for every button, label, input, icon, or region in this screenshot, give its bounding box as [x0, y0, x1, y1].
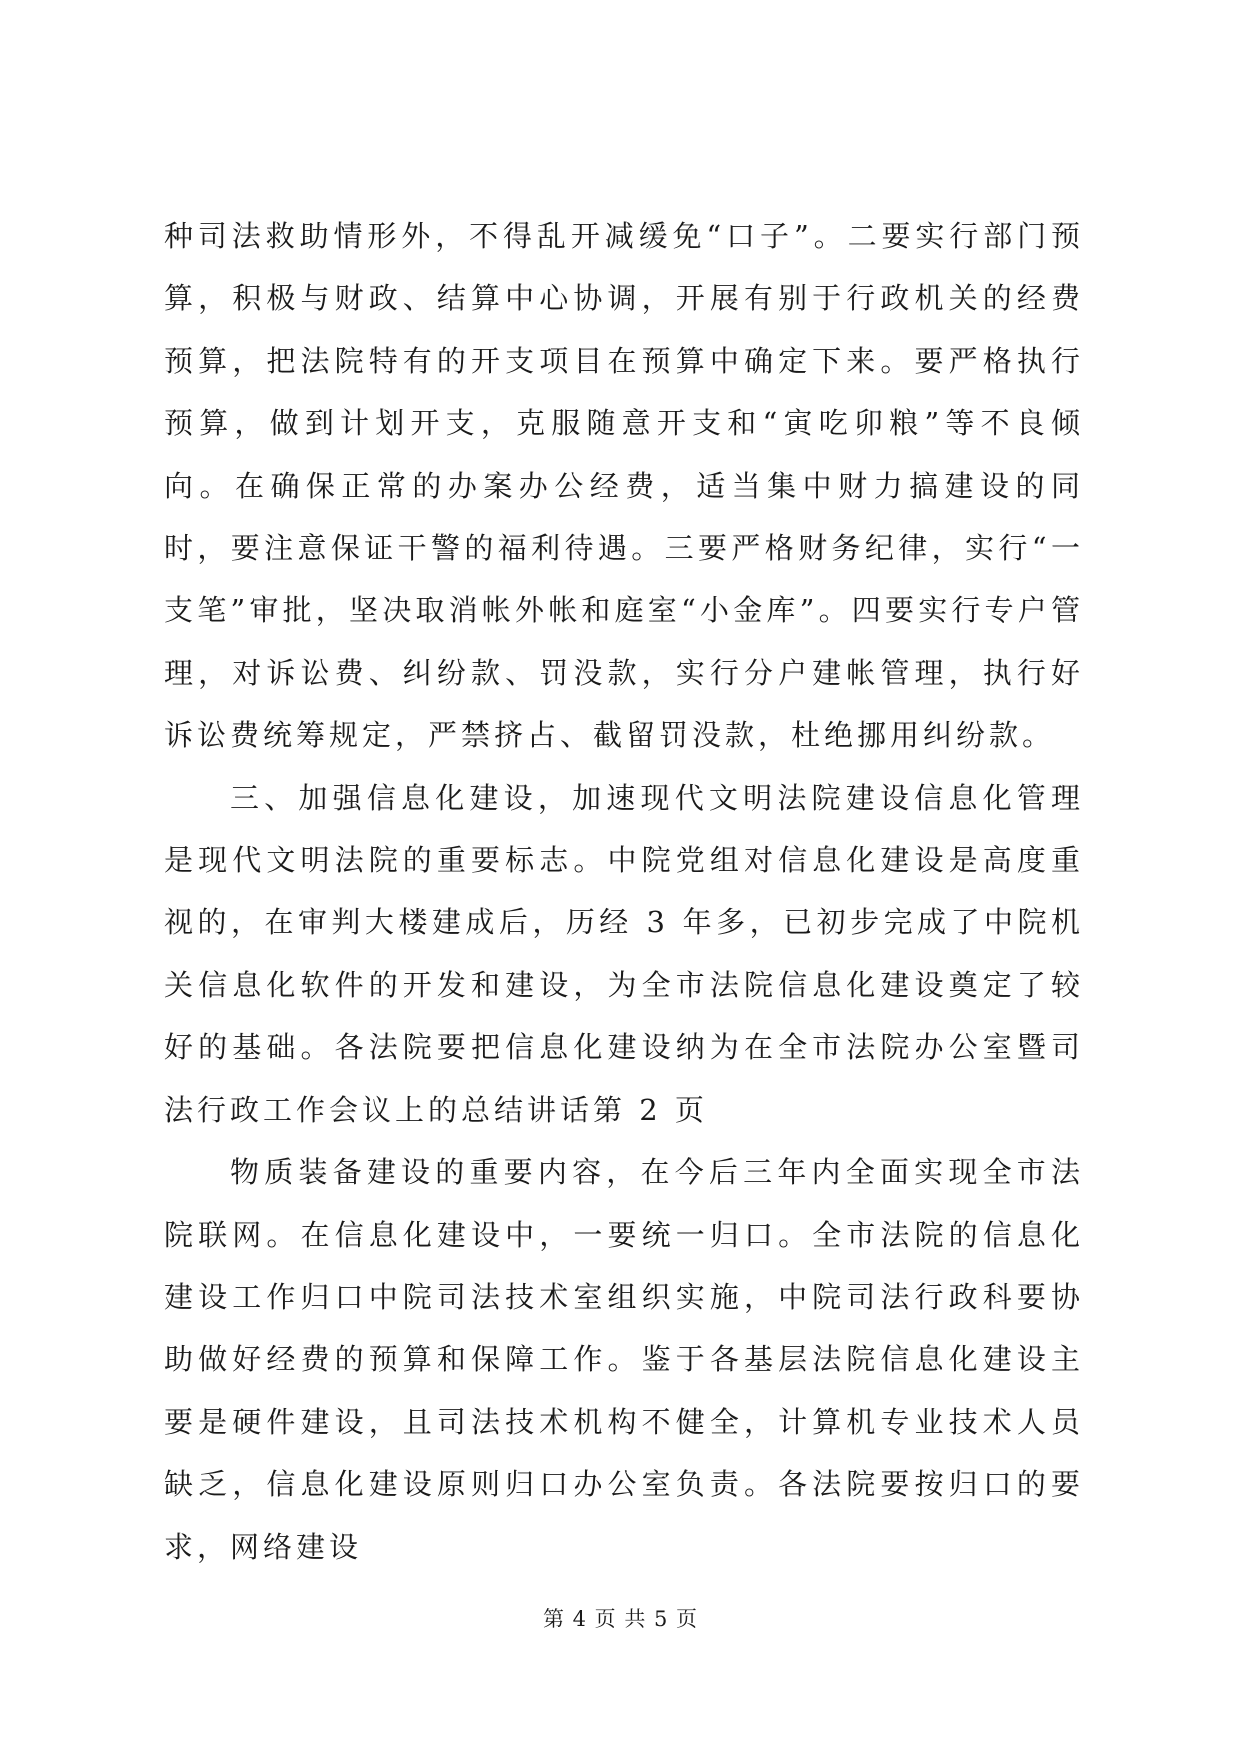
- page-footer: 第 4 页 共 5 页: [542, 1607, 699, 1631]
- paragraph-2: 三、加强信息化建设，加速现代文明法院建设信息化管理是现代文明法院的重要标志。中院党组对信息化建设是高度重视的，在审判大楼建成后，历经 3 年多，已初步完成了中院机关信息化软件的开发和建设，为全市法院信息化建设奠定了较好的基础。各法院要把信息化建设纳为在全市法院办公室暨司法行政工作会议上的总结讲话第 2 页: [164, 780, 1084, 1127]
- paragraph-1: 种司法救助情形外，不得乱开减缓免“口子”。二要实行部门预算，积极与财政、结算中心协调，开展有别于行政机关的经费预算，把法院特有的开支项目在预算中确定下来。要严格执行预算，做到计划开支，克服随意开支和“寅吃卯粮”等不良倾向。在确保正常的办案办公经费，适当集中财力搞建设的同时，要注意保证干警的福利待遇。三要严格财务纪律，实行“一支笔”审批，坚决取消帐外帐和庭室“小金库”。四要实行专户管理，对诉讼费、纠纷款、罚没款，实行分户建帐管理，执行好诉讼费统筹规定，严禁挤占、截留罚没款，杜绝挪用纠纷款。: [164, 219, 1084, 753]
- paragraph-3: 物质装备建设的重要内容，在今后三年内全面实现全市法院联网。在信息化建设中，一要统一归口。全市法院的信息化建设工作归口中院司法技术室组织实施，中院司法行政科要协助做好经费的预算和保障工作。鉴于各基层法院信息化建设主要是硬件建设，且司法技术机构不健全，计算机专业技术人员缺乏，信息化建设原则归口办公室负责。各法院要按归口的要求，网络建设: [164, 1155, 1084, 1564]
- document-body: [164, 205, 1084, 1578]
